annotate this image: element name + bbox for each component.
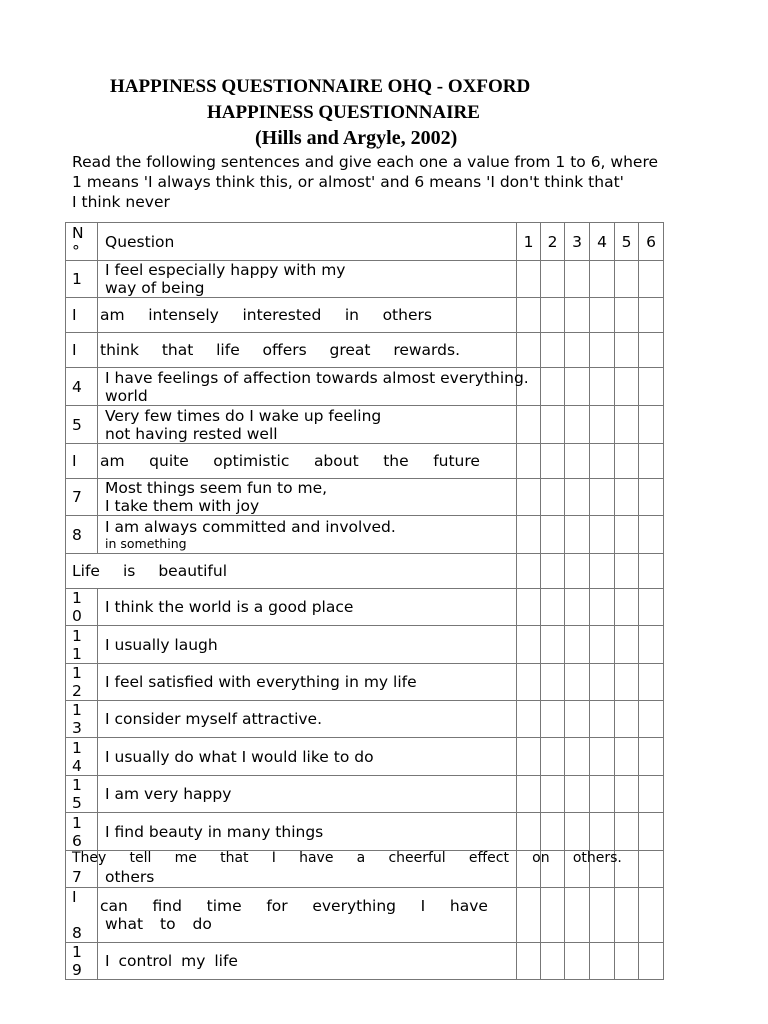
row-number: I	[66, 444, 98, 479]
score-cell-4[interactable]	[590, 554, 615, 589]
score-cell-1[interactable]	[517, 776, 541, 813]
score-cell-1[interactable]	[517, 701, 541, 738]
score-cell-6[interactable]	[639, 516, 664, 554]
word: beautiful	[158, 562, 227, 580]
row-number: 7	[66, 851, 98, 888]
table-row	[66, 333, 664, 368]
word: me	[174, 850, 197, 866]
score-header-6: 6	[639, 223, 664, 261]
word: have	[449, 897, 488, 915]
score-header-4: 4	[590, 223, 615, 261]
score-cell-5[interactable]	[615, 368, 639, 406]
word: optimistic	[213, 452, 290, 470]
score-cell-6[interactable]	[639, 851, 664, 888]
score-cell-4[interactable]	[590, 479, 615, 516]
score-cell-4[interactable]	[590, 626, 615, 664]
row-number: 15	[66, 776, 98, 813]
word: quite	[149, 452, 189, 470]
question-text: I usually laugh	[98, 626, 517, 664]
score-cell-6[interactable]	[639, 776, 664, 813]
word: about	[313, 452, 359, 470]
question-text	[66, 554, 517, 589]
score-cell-6[interactable]	[639, 479, 664, 516]
score-cell-6[interactable]	[639, 554, 664, 589]
word: can	[100, 897, 128, 915]
score-cell-2[interactable]	[541, 261, 565, 298]
score-cell-3[interactable]	[565, 776, 590, 813]
word: am	[100, 452, 125, 470]
score-cell-5[interactable]	[615, 333, 639, 368]
question-text: can find time for everything I have what to do	[98, 888, 517, 943]
row-number: 1	[66, 261, 98, 298]
row-number: I	[66, 298, 98, 333]
question-text: I am always committed and involved. in something	[98, 516, 517, 554]
title-line-1: HAPPINESS QUESTIONNAIRE OHQ - OXFORD	[110, 76, 531, 97]
title-line-2: HAPPINESS QUESTIONNAIRE	[207, 102, 480, 123]
score-cell-6[interactable]	[639, 888, 664, 943]
score-cell-5[interactable]	[615, 776, 639, 813]
table-row	[66, 776, 664, 813]
score-cell-3[interactable]	[565, 333, 590, 368]
table-row	[66, 888, 664, 943]
row-number: 5	[66, 406, 98, 444]
question-text: I find beauty in many things	[98, 813, 517, 851]
word: a	[356, 850, 366, 866]
score-cell-3[interactable]	[565, 664, 590, 701]
row-number: 14	[66, 738, 98, 776]
score-cell-5[interactable]	[615, 626, 639, 664]
word: great	[329, 341, 371, 359]
score-header-2: 2	[541, 223, 565, 261]
score-cell-4[interactable]	[590, 406, 615, 444]
score-cell-1[interactable]	[517, 738, 541, 776]
word: find	[152, 897, 182, 915]
word: I	[420, 897, 426, 915]
score-cell-6[interactable]	[639, 813, 664, 851]
score-cell-4[interactable]	[590, 333, 615, 368]
row-number: I 8	[66, 888, 98, 943]
score-cell-3[interactable]	[565, 261, 590, 298]
score-cell-1[interactable]	[517, 664, 541, 701]
score-cell-2[interactable]	[541, 589, 565, 626]
score-cell-2[interactable]	[541, 516, 565, 554]
instructions	[72, 152, 712, 212]
question-text: I think the world is a good place	[98, 589, 517, 626]
word: have	[299, 850, 334, 866]
word: rewards.	[393, 341, 460, 359]
row-number: 7	[66, 479, 98, 516]
score-cell-2[interactable]	[541, 444, 565, 479]
word: on	[532, 850, 550, 866]
score-cell-1[interactable]	[517, 298, 541, 333]
score-cell-3[interactable]	[565, 516, 590, 554]
word: in	[344, 306, 359, 324]
score-cell-3[interactable]	[565, 479, 590, 516]
question-text: I consider myself attractive.	[98, 701, 517, 738]
word: They	[72, 850, 107, 866]
word: others	[382, 306, 432, 324]
question-text: I feel especially happy with my way of being	[98, 261, 517, 298]
score-cell-6[interactable]	[639, 664, 664, 701]
score-cell-6[interactable]	[639, 368, 664, 406]
score-cell-4[interactable]	[590, 888, 615, 943]
instructions-line-2: 1 means 'I always think this, or almost' and 6 means 'I don't think that'	[72, 173, 624, 191]
question-text	[98, 444, 517, 479]
score-cell-1[interactable]	[517, 589, 541, 626]
score-cell-6[interactable]	[639, 261, 664, 298]
table-row	[66, 261, 664, 298]
score-cell-1[interactable]	[517, 479, 541, 516]
score-cell-1[interactable]	[517, 554, 541, 589]
score-cell-5[interactable]	[615, 813, 639, 851]
score-cell-4[interactable]	[590, 298, 615, 333]
score-cell-3[interactable]	[565, 738, 590, 776]
row-17-question-line	[72, 850, 622, 866]
score-cell-5[interactable]	[615, 479, 639, 516]
score-cell-3[interactable]	[565, 444, 590, 479]
score-cell-1[interactable]	[517, 943, 541, 980]
score-cell-2[interactable]	[541, 554, 565, 589]
score-cell-6[interactable]	[639, 626, 664, 664]
number-header: N °	[66, 223, 98, 261]
word: everything	[312, 897, 396, 915]
question-header: Question	[98, 223, 517, 261]
instructions-line-3: I think never	[72, 193, 170, 211]
word: others.	[572, 850, 622, 866]
score-cell-2[interactable]	[541, 776, 565, 813]
score-cell-5[interactable]	[615, 701, 639, 738]
score-cell-1[interactable]	[517, 444, 541, 479]
word: Life	[72, 562, 100, 580]
word: life	[216, 341, 240, 359]
row-number: 13	[66, 701, 98, 738]
table-row	[66, 701, 664, 738]
score-cell-3[interactable]	[565, 813, 590, 851]
questionnaire-table	[65, 222, 664, 980]
instructions-line-1: Read the following sentences and give each one a value from 1 to 6, where	[72, 153, 659, 171]
word: I	[271, 850, 276, 866]
score-cell-3[interactable]	[565, 626, 590, 664]
score-cell-5[interactable]	[615, 406, 639, 444]
table-row	[66, 516, 664, 554]
score-cell-4[interactable]	[590, 738, 615, 776]
score-cell-2[interactable]	[541, 298, 565, 333]
score-cell-5[interactable]	[615, 298, 639, 333]
score-cell-2[interactable]	[541, 813, 565, 851]
score-cell-4[interactable]	[590, 368, 615, 406]
question-text: others	[98, 851, 517, 888]
word: think	[100, 341, 140, 359]
score-cell-1[interactable]	[517, 333, 541, 368]
question-text	[98, 298, 517, 333]
score-cell-1[interactable]	[517, 626, 541, 664]
score-cell-2[interactable]	[541, 943, 565, 980]
word: offers	[262, 341, 307, 359]
title-citation: (Hills and Argyle, 2002)	[255, 127, 458, 149]
row-number: 10	[66, 589, 98, 626]
word: tell	[129, 850, 152, 866]
word: effect	[468, 850, 509, 866]
word: intensely	[148, 306, 219, 324]
score-cell-1[interactable]	[517, 261, 541, 298]
score-header-5: 5	[615, 223, 639, 261]
table-row	[66, 813, 664, 851]
score-cell-6[interactable]	[639, 589, 664, 626]
score-cell-4[interactable]	[590, 813, 615, 851]
word: for	[266, 897, 288, 915]
row-number: 19	[66, 943, 98, 980]
score-cell-6[interactable]	[639, 298, 664, 333]
score-cell-4[interactable]	[590, 701, 615, 738]
score-cell-3[interactable]	[565, 554, 590, 589]
score-cell-5[interactable]	[615, 589, 639, 626]
score-cell-1[interactable]	[517, 516, 541, 554]
table-row	[66, 943, 664, 980]
row-number: 16	[66, 813, 98, 851]
score-cell-3[interactable]	[565, 701, 590, 738]
score-cell-4[interactable]	[590, 776, 615, 813]
table-row	[66, 589, 664, 626]
score-cell-2[interactable]	[541, 701, 565, 738]
score-cell-2[interactable]	[541, 888, 565, 943]
score-cell-4[interactable]	[590, 516, 615, 554]
word: future	[433, 452, 480, 470]
word: cheerful	[388, 850, 446, 866]
score-cell-2[interactable]	[541, 664, 565, 701]
score-cell-2[interactable]	[541, 626, 565, 664]
score-cell-3[interactable]	[565, 298, 590, 333]
score-cell-5[interactable]	[615, 664, 639, 701]
score-cell-5[interactable]	[615, 943, 639, 980]
score-cell-5[interactable]	[615, 516, 639, 554]
word: is	[122, 562, 136, 580]
question-text: Most things seem fun to me, I take them with joy	[98, 479, 517, 516]
question-text: I usually do what I would like to do	[98, 738, 517, 776]
word: that	[161, 341, 194, 359]
score-cell-1[interactable]	[517, 406, 541, 444]
question-text: Very few times do I wake up feeling not having rested well	[98, 406, 517, 444]
table-row	[66, 738, 664, 776]
score-cell-2[interactable]	[541, 479, 565, 516]
score-header-3: 3	[565, 223, 590, 261]
score-cell-2[interactable]	[541, 738, 565, 776]
score-cell-5[interactable]	[615, 444, 639, 479]
question-text: I am very happy	[98, 776, 517, 813]
score-cell-3[interactable]	[565, 943, 590, 980]
score-cell-4[interactable]	[590, 589, 615, 626]
score-cell-6[interactable]	[639, 333, 664, 368]
row-number: 11	[66, 626, 98, 664]
score-cell-5[interactable]	[615, 261, 639, 298]
table-row	[66, 664, 664, 701]
score-cell-5[interactable]	[615, 888, 639, 943]
score-cell-2[interactable]	[541, 333, 565, 368]
score-cell-4[interactable]	[590, 261, 615, 298]
question-text: I control my life	[98, 943, 517, 980]
table-row	[66, 298, 664, 333]
table-row	[66, 406, 664, 444]
row-number: 12	[66, 664, 98, 701]
table-header-row	[66, 223, 664, 261]
score-cell-6[interactable]	[639, 701, 664, 738]
score-cell-1[interactable]	[517, 813, 541, 851]
score-header-1: 1	[517, 223, 541, 261]
word: the	[383, 452, 409, 470]
score-cell-3[interactable]	[565, 406, 590, 444]
row-number: 4	[66, 368, 98, 406]
table-row	[66, 479, 664, 516]
score-cell-1[interactable]	[517, 888, 541, 943]
question-text	[98, 333, 517, 368]
word: am	[100, 306, 125, 324]
score-cell-5[interactable]	[615, 554, 639, 589]
score-cell-2[interactable]	[541, 406, 565, 444]
table-row	[66, 554, 664, 589]
table-row	[66, 368, 664, 406]
word: time	[206, 897, 242, 915]
table-row	[66, 626, 664, 664]
question-text: I feel satisfied with everything in my life	[98, 664, 517, 701]
question-text: I have feelings of affection towards almost everything. world	[98, 368, 517, 406]
score-cell-6[interactable]	[639, 406, 664, 444]
table-row	[66, 444, 664, 479]
word: that	[220, 850, 249, 866]
score-cell-4[interactable]	[590, 444, 615, 479]
word: interested	[242, 306, 322, 324]
score-cell-3[interactable]	[565, 888, 590, 943]
score-cell-6[interactable]	[639, 943, 664, 980]
score-cell-4[interactable]	[590, 664, 615, 701]
score-cell-6[interactable]	[639, 738, 664, 776]
score-cell-5[interactable]	[615, 738, 639, 776]
row-number: I	[66, 333, 98, 368]
score-cell-6[interactable]	[639, 444, 664, 479]
score-cell-3[interactable]	[565, 589, 590, 626]
score-cell-2[interactable]	[541, 368, 565, 406]
row-number: 8	[66, 516, 98, 554]
score-cell-4[interactable]	[590, 943, 615, 980]
score-cell-3[interactable]	[565, 368, 590, 406]
